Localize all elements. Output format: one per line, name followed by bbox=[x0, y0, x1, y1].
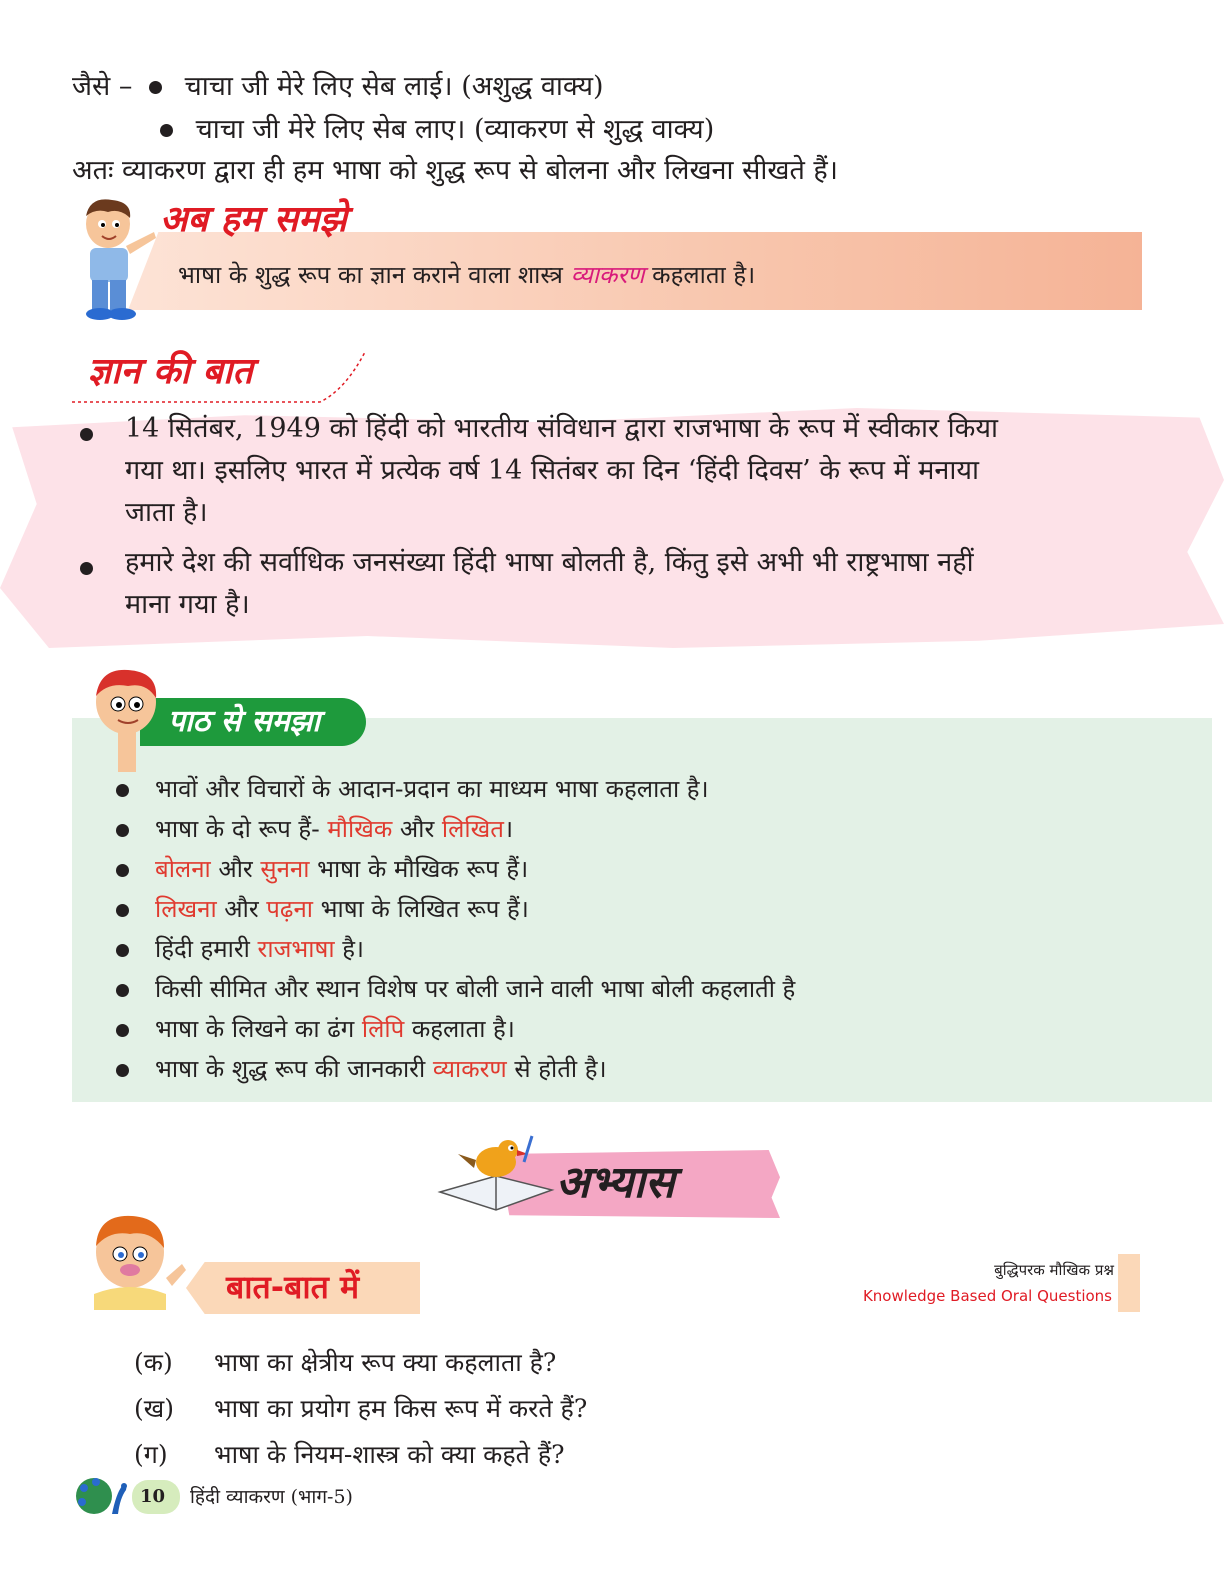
item-text: । bbox=[503, 815, 514, 843]
bullet-icon bbox=[116, 864, 129, 877]
item-text: हिंदी हमारी bbox=[155, 935, 258, 963]
bullet-icon bbox=[116, 904, 129, 917]
bullet-icon bbox=[116, 824, 129, 837]
book-title: हिंदी व्याकरण (भाग-5) bbox=[190, 1486, 353, 1508]
gyan-point-1-line-3: जाता है। bbox=[125, 497, 208, 528]
highlight-term: लिखित bbox=[441, 815, 504, 843]
highlight-term: बोलना bbox=[155, 855, 211, 883]
peacock-icon bbox=[72, 1474, 132, 1524]
item-text: है। bbox=[334, 935, 365, 963]
page-number: 10 bbox=[140, 1486, 166, 1507]
boy-pointing-illustration bbox=[74, 196, 160, 324]
subtitle-hindi: बुद्धिपरक मौखिक प्रश्न bbox=[994, 1261, 1114, 1279]
gyan-point-2-line-2: माना गया है। bbox=[125, 589, 250, 620]
example-text: चाचा जी मेरे लिए सेब लाई। (अशुद्ध वाक्य) bbox=[184, 71, 604, 102]
baat-baat-mein-title: बात-बात में bbox=[226, 1268, 360, 1306]
bullet-icon bbox=[149, 81, 162, 94]
ab-hum-samjhe-text: भाषा के शुद्ध रूप का ज्ञान कराने वाला शास्त्र व्याकरण कहलाता है। bbox=[178, 261, 756, 289]
bullet-icon bbox=[116, 1064, 129, 1077]
item-text: भाषा के लिखित रूप हैं। bbox=[312, 895, 529, 923]
item-text: किसी सीमित और स्थान विशेष पर बोली जाने वाली भाषा बोली कहलाती है bbox=[155, 975, 796, 1003]
item-text: और bbox=[216, 895, 267, 923]
example-line-1 bbox=[72, 70, 604, 104]
path-item-7 bbox=[108, 1012, 515, 1046]
path-item-4 bbox=[108, 892, 529, 926]
gyan-point-1-line-2: गया था। इसलिए भारत में प्रत्येक वर्ष 14 सितंबर का दिन ‘हिंदी दिवस’ के रूप में मनाया bbox=[125, 455, 980, 486]
question-label: (ग) bbox=[134, 1440, 168, 1469]
path-item-1 bbox=[108, 772, 709, 806]
example-line-2 bbox=[152, 113, 714, 147]
gyan-point-1-line-1: 14 सितंबर, 1949 को हिंदी को भारतीय संविधान द्वारा राजभाषा के रूप में स्वीकार किया bbox=[125, 413, 998, 444]
highlight-term: व्याकरण bbox=[432, 1055, 507, 1083]
path-item-6 bbox=[108, 972, 795, 1006]
item-text: कहलाता है। bbox=[404, 1015, 515, 1043]
subtitle-english: Knowledge Based Oral Questions bbox=[862, 1287, 1112, 1305]
bullet-icon bbox=[116, 1024, 129, 1037]
bullet-icon bbox=[80, 428, 93, 441]
example-text: चाचा जी मेरे लिए सेब लाए। (व्याकरण से शुद्ध वाक्य) bbox=[195, 114, 715, 145]
highlight-term: लिखना bbox=[155, 895, 217, 923]
bullet-icon bbox=[116, 784, 129, 797]
path-item-8 bbox=[108, 1052, 607, 1086]
item-text: भावों और विचारों के आदान-प्रदान का माध्यम भाषा कहलाता है। bbox=[155, 775, 709, 803]
item-text: से होती है। bbox=[506, 1055, 607, 1083]
highlight-term: मौखिक bbox=[327, 815, 393, 843]
dotted-underline-decoration bbox=[70, 350, 370, 410]
abhyas-title: अभ्यास bbox=[556, 1157, 675, 1208]
question-label: (क) bbox=[134, 1348, 173, 1377]
boy-waving-illustration bbox=[84, 1208, 188, 1310]
question-text: भाषा के नियम-शास्त्र को क्या कहते हैं? bbox=[214, 1440, 565, 1469]
bullet-icon bbox=[160, 124, 173, 137]
gyan-ki-baat-title: ज्ञान की बात bbox=[88, 351, 253, 392]
question-text: भाषा का क्षेत्रीय रूप क्या कहलाता है? bbox=[214, 1348, 557, 1377]
item-text: भाषा के शुद्ध रूप की जानकारी bbox=[155, 1055, 433, 1083]
bullet-icon bbox=[80, 562, 93, 575]
ab-hum-samjhe-title: अब हम समझे bbox=[160, 199, 347, 240]
path-item-2 bbox=[108, 812, 513, 846]
highlight-vyakaran: व्याकरण bbox=[570, 261, 645, 289]
highlight-term: राजभाषा bbox=[257, 935, 335, 963]
highlight-term: सुनना bbox=[260, 855, 310, 883]
item-text: और bbox=[392, 815, 442, 843]
item-text: और bbox=[210, 855, 261, 883]
highlight-term: पढ़ना bbox=[266, 895, 313, 923]
bullet-icon bbox=[116, 944, 129, 957]
conclusion-text: अतः व्याकरण द्वारा ही हम भाषा को शुद्ध रूप से बोलना और लिखना सीखते हैं। bbox=[72, 155, 838, 186]
item-text: भाषा के लिखने का ढंग bbox=[155, 1015, 362, 1043]
path-se-samjha-title: पाठ से समझा bbox=[168, 704, 321, 739]
bird-with-book-illustration bbox=[436, 1132, 556, 1214]
path-item-3 bbox=[108, 852, 528, 886]
subtitle-accent-bar bbox=[1118, 1254, 1140, 1312]
bullet-icon bbox=[116, 984, 129, 997]
item-text: भाषा के मौखिक रूप हैं। bbox=[309, 855, 529, 883]
path-item-5 bbox=[108, 932, 364, 966]
example-label: जैसे – bbox=[72, 71, 133, 102]
question-text: भाषा का प्रयोग हम किस रूप में करते हैं? bbox=[214, 1394, 588, 1423]
question-label: (ख) bbox=[134, 1394, 174, 1423]
boy-thinking-illustration bbox=[88, 664, 164, 774]
item-text: भाषा के दो रूप हैं- bbox=[155, 815, 328, 843]
gyan-point-2-line-1: हमारे देश की सर्वाधिक जनसंख्या हिंदी भाषा बोलती है, किंतु इसे अभी भी राष्ट्रभाषा नहीं bbox=[125, 547, 974, 578]
highlight-term: लिपि bbox=[361, 1015, 405, 1043]
